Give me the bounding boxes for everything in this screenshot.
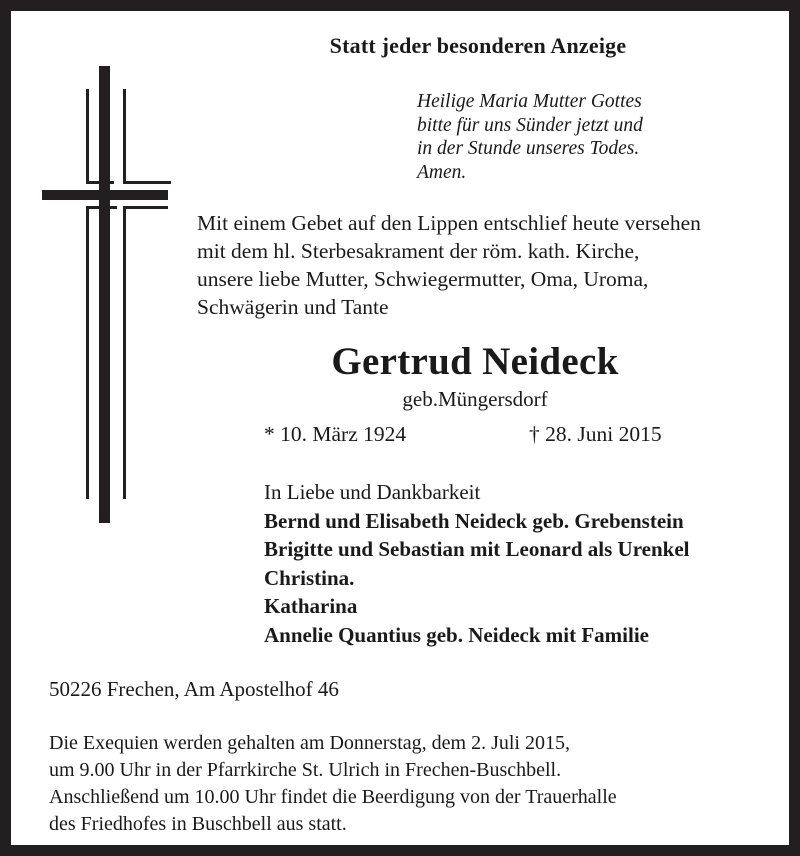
funeral-details <box>49 730 749 838</box>
deceased-name: Gertrud Neideck <box>331 340 619 383</box>
announcement-line: Mit einem Gebet auf den Lippen entschlief heute versehen <box>197 211 701 235</box>
mourner-name: Bernd und Elisabeth Neideck geb. Grebenstein <box>264 508 684 533</box>
mourner-name: Christina. <box>264 565 355 590</box>
address-line: 50226 Frechen, Am Apostelhof 46 <box>49 677 339 701</box>
funeral-line: um 9.00 Uhr in der Pfarrkirche St. Ulrich in Frechen-Buschbell. <box>49 759 562 781</box>
prayer-line: bitte für uns Sünder jetzt und <box>417 114 643 136</box>
mourner-name: Brigitte und Sebastian mit Leonard als Urenkel <box>264 537 690 561</box>
life-dates <box>264 421 694 447</box>
notice-headline: Statt jeder besonderen Anzeige <box>329 33 627 58</box>
notice-sheet <box>11 11 789 845</box>
prayer-line: Amen. <box>417 161 467 183</box>
announcement-line: mit dem hl. Sterbesakrament der röm. kath. Kirche, <box>197 239 640 263</box>
death-date: † 28. Juni 2015 <box>529 422 662 446</box>
announcement-line: unsere liebe Mutter, Schwiegermutter, Oma, Uroma, <box>197 267 649 291</box>
prayer-verse <box>417 90 757 184</box>
funeral-line: Anschließend um 10.00 Uhr findet die Beerdigung von der Trauerhalle <box>49 786 617 808</box>
deceased-name-block <box>197 339 753 413</box>
funeral-line: des Friedhofes in Buschbell aus statt. <box>49 813 347 835</box>
mourner-name: Annelie Quantius geb. Neideck mit Familie <box>264 622 649 647</box>
mourners-block <box>264 478 784 649</box>
mourner-name: Katharina <box>264 594 358 618</box>
funeral-line: Die Exequien werden gehalten am Donnerstag, dem 2. Juli 2015, <box>49 732 570 754</box>
cross-icon <box>31 44 181 534</box>
mourners-intro: In Liebe und Dankbarkeit <box>264 480 481 504</box>
birth-date: * 10. März 1924 <box>264 422 407 446</box>
prayer-line: in der Stunde unseres Todes. <box>417 138 640 159</box>
announcement-line: Schwägerin und Tante <box>197 295 389 319</box>
prayer-line: Heilige Maria Mutter Gottes <box>417 91 642 112</box>
announcement-text <box>197 209 777 321</box>
maiden-name: geb.Müngersdorf <box>402 387 548 411</box>
